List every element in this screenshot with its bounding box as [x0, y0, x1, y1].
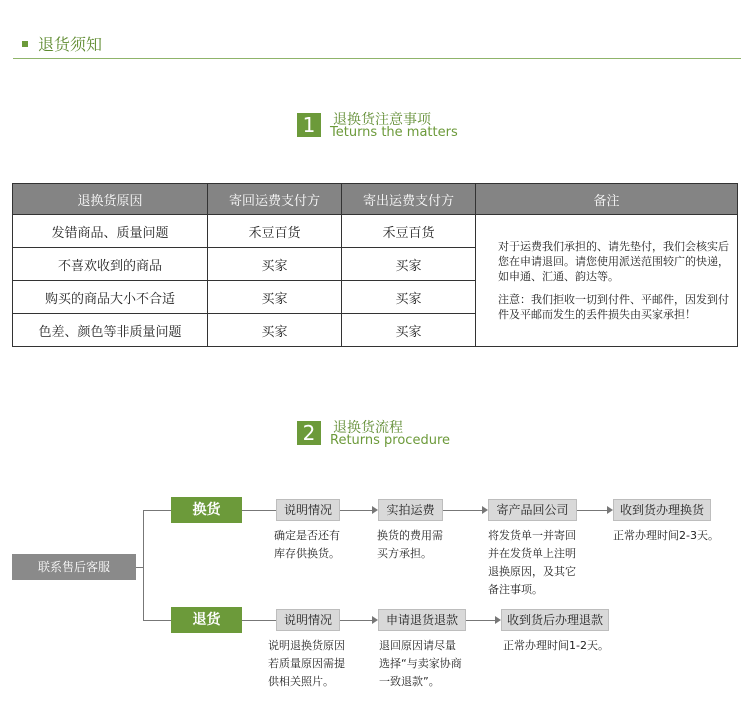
exchange-step-send-back: 寄产品回公司	[488, 499, 577, 521]
exchange-desc-process: 正常办理时间2-3天。	[613, 529, 719, 542]
table-header-note: 备注	[476, 184, 738, 215]
flow-connector	[242, 620, 276, 621]
table-cell-reason: 购买的商品大小不合适	[13, 281, 208, 314]
table-cell-return-fee: 禾豆百货	[208, 215, 342, 248]
returns-table	[12, 183, 738, 347]
section2-number: 2	[297, 421, 321, 445]
table-cell-reason: 不喜欢收到的商品	[13, 248, 208, 281]
flow-connector	[143, 620, 171, 621]
section2-title-cn: 退换货流程	[333, 420, 403, 436]
return-step-process-refund: 收到货后办理退款	[501, 609, 609, 631]
exchange-step-photo-shipping: 实拍运费	[378, 499, 443, 521]
table-cell-reason: 色差、颜色等非质量问题	[13, 314, 208, 347]
table-header-return-fee: 寄回运费支付方	[208, 184, 342, 215]
table-header-row	[13, 184, 738, 215]
table-header-send-fee: 寄出运费支付方	[342, 184, 476, 215]
section1-title-cn: 退换货注意事项	[333, 112, 431, 128]
return-desc-apply-refund: 退回原因请尽量选择“与卖家协商一致退款”。	[379, 639, 462, 688]
flow-connector	[340, 620, 372, 621]
note-paragraph-1: 对于运费我们承担的、请先垫付，我们会核实后您在申请退回。请您使用派送范围较广的快递，如申通、汇通、韵达等。	[498, 240, 729, 283]
table-cell-return-fee: 买家	[208, 281, 342, 314]
note-paragraph-2: 注意：我们拒收一切到付件、平邮件，因发到付件及平邮而发生的丢件损失由买家承担！	[498, 293, 729, 321]
return-desc-explain: 说明退换货原因若质量原因需提供相关照片。	[268, 639, 345, 688]
flow-connector	[443, 510, 482, 511]
table-row	[13, 215, 738, 248]
exchange-desc-explain: 确定是否还有库存供换货。	[274, 529, 340, 560]
return-step-explain: 说明情况	[276, 609, 340, 631]
exchange-label: 换货	[171, 497, 242, 523]
header-divider	[13, 58, 741, 59]
flow-connector	[466, 620, 495, 621]
section1-number: 1	[297, 113, 321, 137]
flow-connector	[143, 510, 171, 511]
flow-connector	[242, 510, 276, 511]
section2-title-en: Returns procedure	[330, 433, 451, 448]
contact-service-box: 联系售后客服	[12, 554, 136, 580]
table-cell-note	[476, 215, 738, 347]
exchange-step-explain: 说明情况	[276, 499, 340, 521]
flow-connector	[143, 510, 144, 620]
section1-title-en: Teturns the matters	[330, 125, 458, 140]
exchange-desc-photo-shipping: 换货的费用需买方承担。	[377, 529, 443, 560]
exchange-step-process: 收到货办理换货	[613, 499, 711, 521]
return-desc-process-refund: 正常办理时间1-2天。	[503, 639, 609, 652]
table-cell-send-fee: 买家	[342, 248, 476, 281]
page-title: 退货须知	[38, 35, 103, 54]
table-cell-send-fee: 禾豆百货	[342, 215, 476, 248]
return-label: 退货	[171, 607, 242, 633]
table-cell-send-fee: 买家	[342, 314, 476, 347]
flow-connector	[340, 510, 372, 511]
flow-connector	[577, 510, 607, 511]
table-cell-return-fee: 买家	[208, 248, 342, 281]
table-cell-return-fee: 买家	[208, 314, 342, 347]
table-header-reason: 退换货原因	[13, 184, 208, 215]
return-step-apply-refund: 申请退货退款	[378, 609, 466, 631]
header-bullet	[22, 41, 28, 47]
table-cell-reason: 发错商品、质量问题	[13, 215, 208, 248]
table-cell-send-fee: 买家	[342, 281, 476, 314]
exchange-desc-send-back: 将发货单一并寄回并在发货单上注明退换原因，及其它备注事项。	[488, 529, 576, 596]
